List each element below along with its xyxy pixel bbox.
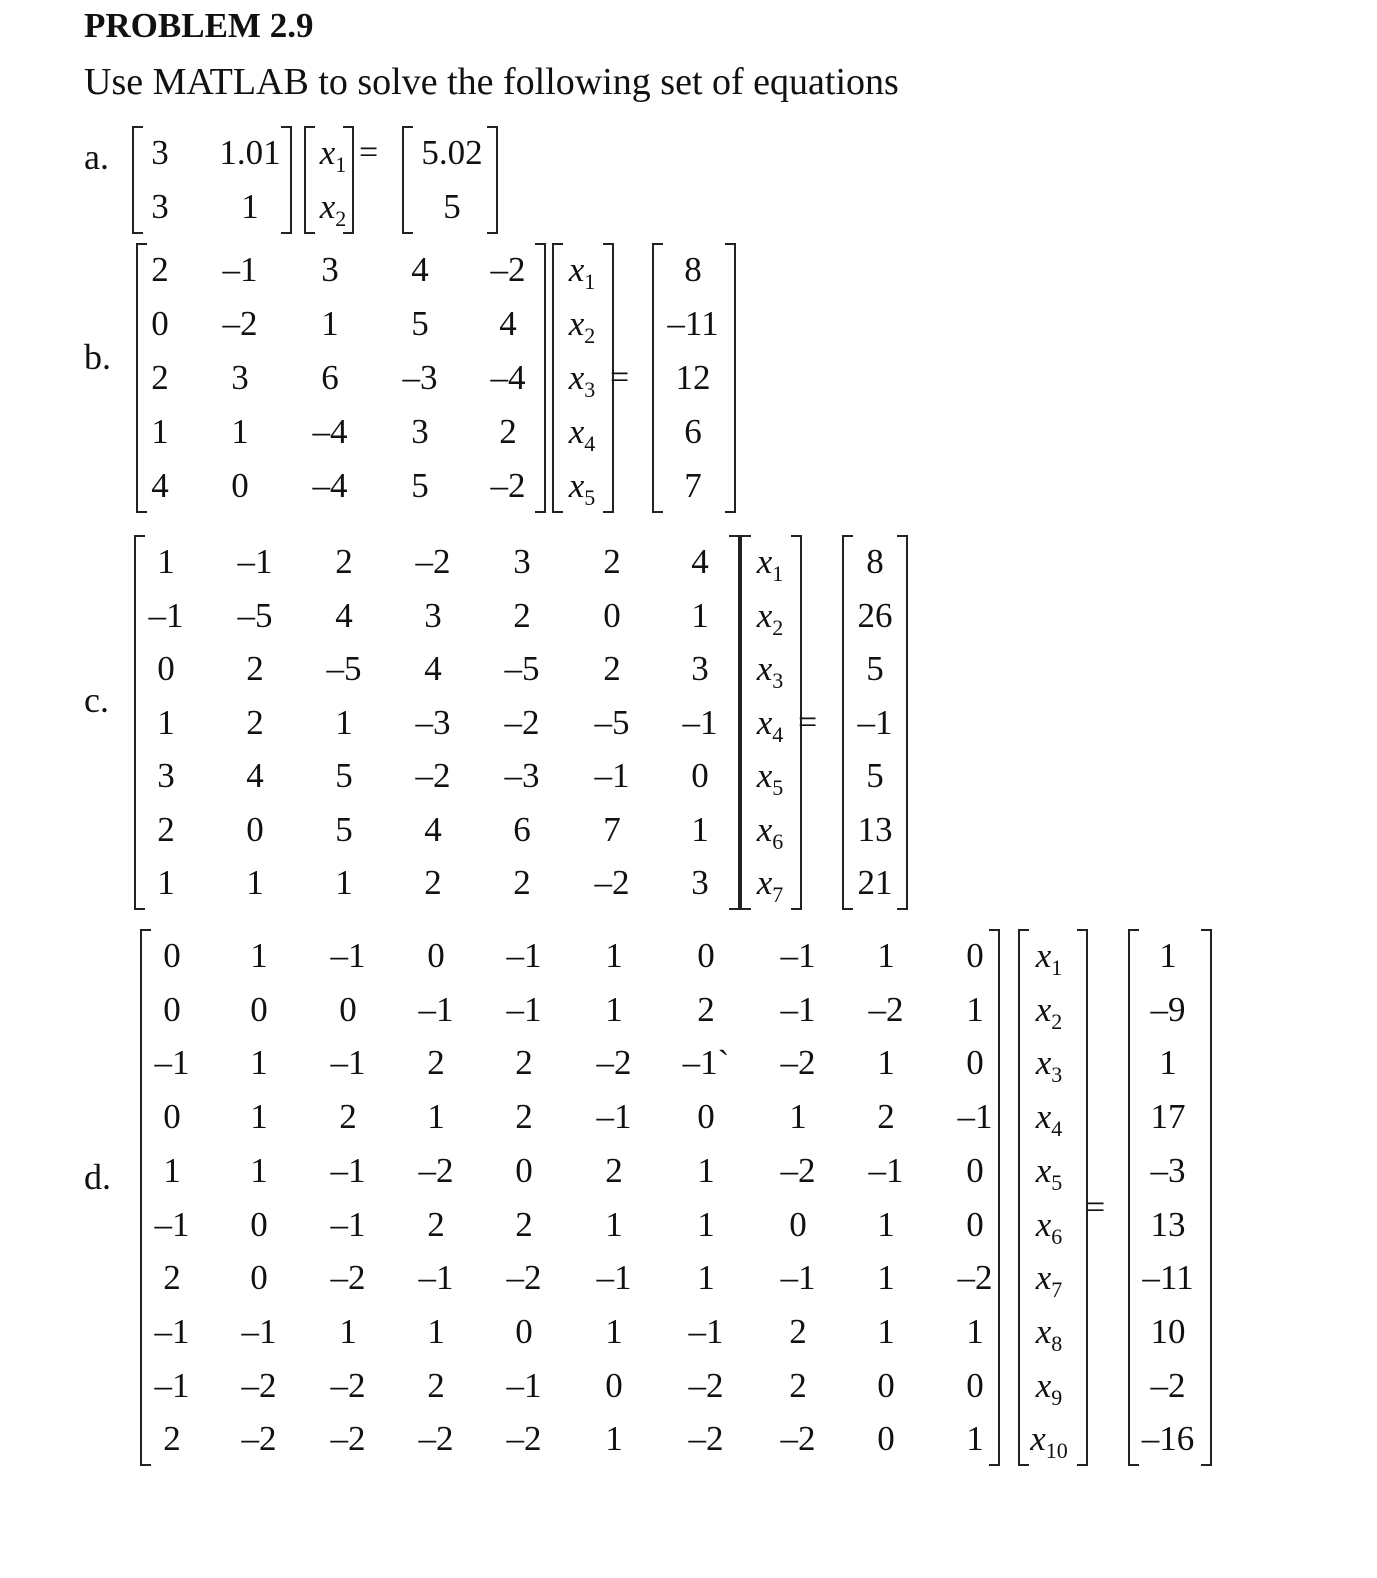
matrix-cell: 2 xyxy=(424,863,442,902)
right-bracket xyxy=(791,535,802,910)
unknown-variable: $x_1$ xyxy=(1035,936,1063,980)
right-bracket xyxy=(729,535,740,910)
matrix-cell: –2 xyxy=(780,1150,816,1190)
matrix-cell: –1 xyxy=(682,702,718,742)
unknown-variable: $x_3$ xyxy=(568,358,596,402)
matrix-cell: –1 xyxy=(330,1043,366,1083)
unknown-variable: $x_6$ xyxy=(756,809,784,854)
coefficient-matrix xyxy=(134,535,740,910)
left-bracket xyxy=(402,126,413,234)
matrix-cell: 2 xyxy=(515,1043,533,1083)
matrix-cell: 1 xyxy=(877,1258,895,1298)
matrix-cell: –1 xyxy=(222,250,258,289)
matrix-cell: –1 xyxy=(596,1258,632,1298)
matrix-cell: 0 xyxy=(789,1204,807,1244)
matrix-cell: 2 xyxy=(513,863,531,902)
unknown-variable: $x_8$ xyxy=(1035,1311,1063,1356)
coefficient-matrix xyxy=(136,243,546,513)
matrix-cell: 1 xyxy=(250,1043,268,1083)
matrix-cell: 1 xyxy=(966,1311,984,1351)
unknown-variable: $x_2$ xyxy=(319,187,347,231)
constant-value: –16 xyxy=(1141,1419,1195,1459)
matrix-cell: 0 xyxy=(163,989,181,1029)
unknown-variable: $x_7$ xyxy=(756,863,784,907)
matrix-cell: –1 xyxy=(330,936,366,975)
constants-vector xyxy=(842,535,908,910)
left-bracket xyxy=(652,243,663,513)
matrix-cell: 7 xyxy=(603,809,621,849)
matrix-cell: 1 xyxy=(241,187,259,226)
matrix-cell: 3 xyxy=(157,756,175,795)
matrix-cell: –1 xyxy=(780,936,816,975)
matrix-cell: –1 xyxy=(154,1311,190,1351)
matrix-cell: 3 xyxy=(151,187,169,226)
matrix-cell: –1 xyxy=(330,1150,366,1190)
matrix-cell: 5 xyxy=(335,756,353,795)
matrix-cell: –2 xyxy=(418,1419,454,1459)
matrix-cell: –2 xyxy=(957,1258,993,1298)
matrix-cell: 2 xyxy=(515,1204,533,1244)
matrix-cell: 3 xyxy=(151,133,169,172)
right-bracket xyxy=(487,126,498,234)
matrix-cell: 1 xyxy=(427,1097,445,1137)
constant-value: 6 xyxy=(684,412,702,451)
constant-value: –11 xyxy=(667,304,719,343)
matrix-cell: –2 xyxy=(506,1419,542,1459)
matrix-cell: 0 xyxy=(250,1258,268,1298)
right-bracket xyxy=(725,243,736,513)
constant-value: 5 xyxy=(443,187,461,226)
matrix-cell: –2 xyxy=(330,1258,366,1298)
unknown-variable: $x_1$ xyxy=(756,542,784,586)
matrix-cell: 4 xyxy=(691,542,709,581)
matrix-cell: 1 xyxy=(335,863,353,902)
unknown-variable: $x_5$ xyxy=(1035,1150,1063,1195)
matrix-cell: –4 xyxy=(312,412,348,451)
constants-vector xyxy=(652,243,736,513)
matrix-cell: 1 xyxy=(157,702,175,742)
matrix-cell: –4 xyxy=(490,358,526,397)
constant-value: –9 xyxy=(1150,989,1186,1029)
matrix-cell: 5 xyxy=(411,304,429,343)
matrix-cell: –2 xyxy=(596,1043,632,1083)
matrix-cell: –2 xyxy=(415,756,451,795)
left-bracket xyxy=(740,535,751,910)
unknown-variable: $x_4$ xyxy=(1035,1097,1063,1142)
matrix-cell: 0 xyxy=(877,1419,895,1459)
matrix-cell: 0 xyxy=(877,1365,895,1405)
matrix-cell: 1 xyxy=(605,1204,623,1244)
matrix-cell: 2 xyxy=(789,1311,807,1351)
matrix-cell: 0 xyxy=(697,936,715,975)
unknown-variable: $x_1$ xyxy=(319,133,347,177)
matrix-cell: 2 xyxy=(151,250,169,289)
matrix-cell: 0 xyxy=(515,1311,533,1351)
unknown-variable: $x_3$ xyxy=(1035,1043,1063,1088)
matrix-cell: –1 xyxy=(154,1365,190,1405)
matrix-cell: 0 xyxy=(163,936,181,975)
matrix-cell: 4 xyxy=(151,466,169,505)
matrix-cell: 1 xyxy=(697,1204,715,1244)
matrix-cell: 0 xyxy=(966,1043,984,1083)
matrix-cell: 1 xyxy=(605,1311,623,1351)
matrix-cell: 1 xyxy=(877,1043,895,1083)
matrix-cell: –1` xyxy=(682,1043,730,1083)
matrix-cell: –1 xyxy=(596,1097,632,1137)
matrix-cell: –2 xyxy=(241,1419,277,1459)
matrix-cell: –2 xyxy=(490,250,526,289)
coefficient-matrix xyxy=(132,126,292,234)
matrix-cell: 1 xyxy=(697,1150,715,1190)
matrix-cell: –2 xyxy=(504,702,540,742)
matrix-cell: 2 xyxy=(513,595,531,635)
matrix-cell: 2 xyxy=(515,1097,533,1137)
matrix-cell: –2 xyxy=(688,1419,724,1459)
matrix-cell: 4 xyxy=(411,250,429,289)
matrix-cell: 3 xyxy=(231,358,249,397)
matrix-cell: 1 xyxy=(163,1150,181,1190)
constant-value: 26 xyxy=(857,595,893,635)
system-label: a. xyxy=(84,137,109,177)
matrix-cell: –1 xyxy=(418,1258,454,1298)
matrix-cell: –1 xyxy=(780,989,816,1029)
matrix-cell: 1 xyxy=(966,1419,984,1459)
matrix-cell: 1 xyxy=(605,1419,623,1459)
matrix-cell: –2 xyxy=(594,863,630,902)
matrix-cell: 1 xyxy=(250,936,268,975)
unknowns-vector xyxy=(740,535,802,910)
matrix-cell: 0 xyxy=(157,649,175,688)
matrix-cell: 3 xyxy=(513,542,531,581)
system-label: c. xyxy=(84,680,109,720)
constant-value: 21 xyxy=(857,863,893,902)
coefficient-matrix xyxy=(140,929,1000,1466)
matrix-cell: 1 xyxy=(321,304,339,343)
unknowns-vector xyxy=(552,243,614,513)
matrix-cell: –2 xyxy=(868,989,904,1029)
constant-value: 13 xyxy=(857,809,893,849)
matrix-cell: –1 xyxy=(330,1204,366,1244)
matrix-cell: 1 xyxy=(697,1258,715,1298)
left-bracket xyxy=(1128,929,1139,1466)
matrix-cell: 0 xyxy=(231,466,249,505)
unknowns-vector xyxy=(1018,929,1088,1466)
matrix-cell: 1 xyxy=(231,412,249,451)
right-bracket xyxy=(603,243,614,513)
matrix-cell: 0 xyxy=(163,1097,181,1137)
matrix-cell: 2 xyxy=(246,649,264,688)
matrix-cell: 1 xyxy=(605,989,623,1029)
matrix-cell: 0 xyxy=(250,989,268,1029)
matrix-cell: 3 xyxy=(691,649,709,688)
matrix-cell: –1 xyxy=(418,989,454,1029)
matrix-cell: 6 xyxy=(513,809,531,849)
matrix-cell: 0 xyxy=(697,1097,715,1137)
matrix-cell: 0 xyxy=(515,1150,533,1190)
right-bracket xyxy=(1077,929,1088,1466)
unknown-variable: $x_9$ xyxy=(1035,1365,1063,1410)
equals-sign: = xyxy=(1086,1189,1106,1227)
left-bracket xyxy=(1018,929,1029,1466)
matrix-cell: –1 xyxy=(154,1204,190,1244)
matrix-cell: 0 xyxy=(966,1365,984,1405)
matrix-cell: –2 xyxy=(688,1365,724,1405)
unknown-variable: $x_5$ xyxy=(756,756,784,800)
matrix-cell: 2 xyxy=(163,1258,181,1298)
matrix-cell: 1 xyxy=(157,863,175,902)
constant-value: 17 xyxy=(1150,1097,1186,1137)
constants-vector xyxy=(402,126,498,234)
constant-value: 5 xyxy=(866,649,884,688)
constant-value: 5 xyxy=(866,756,884,795)
matrix-cell: –5 xyxy=(594,702,630,742)
matrix-cell: –1 xyxy=(506,989,542,1029)
left-bracket xyxy=(136,243,147,513)
left-bracket xyxy=(134,535,145,910)
matrix-cell: 1 xyxy=(335,702,353,742)
matrix-cell: –1 xyxy=(594,756,630,795)
matrix-cell: –5 xyxy=(326,649,362,688)
matrix-cell: –2 xyxy=(418,1150,454,1190)
constant-value: –3 xyxy=(1150,1150,1186,1190)
matrix-cell: –1 xyxy=(957,1097,993,1137)
equals-sign: = xyxy=(798,703,818,741)
matrix-cell: 2 xyxy=(605,1150,623,1190)
matrix-cell: 5 xyxy=(335,809,353,849)
unknown-variable: $x_7$ xyxy=(1035,1258,1063,1303)
matrix-cell: 1 xyxy=(250,1097,268,1137)
matrix-cell: 0 xyxy=(250,1204,268,1244)
matrix-cell: 2 xyxy=(697,989,715,1029)
constant-value: 8 xyxy=(866,542,884,581)
matrix-cell: 0 xyxy=(605,1365,623,1405)
unknown-variable: $x_{10}$ xyxy=(1030,1419,1068,1464)
matrix-cell: 2 xyxy=(499,412,517,451)
matrix-cell: 0 xyxy=(691,756,709,795)
matrix-cell: 1 xyxy=(605,936,623,975)
problem-title: PROBLEM 2.9 xyxy=(84,6,314,45)
matrix-cell: –2 xyxy=(490,466,526,505)
matrix-cell: 2 xyxy=(339,1097,357,1137)
matrix-cell: 1 xyxy=(877,936,895,975)
left-bracket xyxy=(140,929,151,1466)
constant-value: 8 xyxy=(684,250,702,289)
matrix-cell: 2 xyxy=(157,809,175,849)
unknown-variable: $x_5$ xyxy=(568,466,596,510)
matrix-cell: 4 xyxy=(335,595,353,635)
matrix-cell: 4 xyxy=(424,809,442,849)
matrix-cell: 0 xyxy=(151,304,169,343)
matrix-cell: 2 xyxy=(427,1043,445,1083)
constant-value: 5.02 xyxy=(421,133,483,172)
matrix-cell: 0 xyxy=(966,1150,984,1190)
constant-value: –11 xyxy=(1142,1258,1194,1298)
matrix-cell: –2 xyxy=(780,1419,816,1459)
constant-value: 10 xyxy=(1150,1311,1186,1351)
matrix-cell: 2 xyxy=(603,542,621,581)
matrix-cell: 1 xyxy=(877,1311,895,1351)
matrix-cell: 2 xyxy=(427,1204,445,1244)
matrix-cell: –2 xyxy=(330,1365,366,1405)
matrix-cell: –1 xyxy=(780,1258,816,1298)
matrix-cell: 4 xyxy=(499,304,517,343)
matrix-cell: 2 xyxy=(163,1419,181,1459)
right-bracket xyxy=(281,126,292,234)
matrix-cell: 3 xyxy=(691,863,709,902)
left-bracket xyxy=(132,126,143,234)
matrix-cell: 6 xyxy=(321,358,339,397)
right-bracket xyxy=(897,535,908,910)
constants-vector xyxy=(1128,929,1212,1466)
matrix-cell: –2 xyxy=(222,304,258,343)
constant-value: 1 xyxy=(1159,1043,1177,1083)
matrix-cell: –1 xyxy=(506,936,542,975)
right-bracket xyxy=(1201,929,1212,1466)
left-bracket xyxy=(552,243,563,513)
matrix-cell: –1 xyxy=(868,1150,904,1190)
matrix-cell: 0 xyxy=(966,936,984,975)
matrix-cell: 1 xyxy=(427,1311,445,1351)
matrix-cell: 1 xyxy=(246,863,264,902)
right-bracket xyxy=(343,126,354,234)
matrix-cell: 0 xyxy=(246,809,264,849)
unknown-variable: $x_1$ xyxy=(568,250,596,294)
unknown-variable: $x_2$ xyxy=(1035,989,1063,1034)
matrix-cell: –3 xyxy=(504,756,540,795)
matrix-cell: 3 xyxy=(321,250,339,289)
constant-value: –1 xyxy=(857,702,893,742)
matrix-cell: –2 xyxy=(506,1258,542,1298)
matrix-cell: –2 xyxy=(241,1365,277,1405)
matrix-cell: –1 xyxy=(237,542,273,581)
matrix-cell: 1 xyxy=(157,542,175,581)
matrix-cell: –2 xyxy=(780,1043,816,1083)
matrix-cell: 1 xyxy=(877,1204,895,1244)
matrix-cell: 0 xyxy=(427,936,445,975)
matrix-cell: –4 xyxy=(312,466,348,505)
matrix-cell: –5 xyxy=(237,595,273,635)
matrix-cell: 2 xyxy=(246,702,264,742)
matrix-cell: –1 xyxy=(506,1365,542,1405)
matrix-cell: –1 xyxy=(154,1043,190,1083)
left-bracket xyxy=(304,126,315,234)
unknown-variable: $x_6$ xyxy=(1035,1204,1063,1249)
matrix-cell: –2 xyxy=(330,1419,366,1459)
matrix-cell: –2 xyxy=(415,542,451,581)
matrix-cell: 0 xyxy=(966,1204,984,1244)
matrix-cell: 2 xyxy=(789,1365,807,1405)
unknowns-vector xyxy=(304,126,354,234)
left-bracket xyxy=(842,535,853,910)
matrix-cell: 4 xyxy=(246,756,264,795)
matrix-cell: 1 xyxy=(151,412,169,451)
matrix-cell: 2 xyxy=(427,1365,445,1405)
problem-instructions: Use MATLAB to solve the following set of equations xyxy=(84,61,899,103)
system-label: b. xyxy=(84,337,111,377)
matrix-cell: –1 xyxy=(148,595,184,635)
equals-sign: = xyxy=(359,134,379,171)
matrix-cell: 2 xyxy=(603,649,621,688)
constant-value: 13 xyxy=(1150,1204,1186,1244)
right-bracket xyxy=(535,243,546,513)
unknown-variable: $x_2$ xyxy=(756,595,784,640)
matrix-cell: 5 xyxy=(411,466,429,505)
unknown-variable: $x_4$ xyxy=(568,412,596,456)
matrix-cell: 1 xyxy=(789,1097,807,1137)
unknown-variable: $x_4$ xyxy=(756,702,784,747)
constant-value: 1 xyxy=(1159,936,1177,975)
constant-value: 12 xyxy=(675,358,711,397)
matrix-cell: 1.01 xyxy=(219,133,281,172)
matrix-cell: 3 xyxy=(411,412,429,451)
matrix-cell: 3 xyxy=(424,595,442,635)
matrix-cell: –1 xyxy=(241,1311,277,1351)
matrix-cell: 0 xyxy=(339,989,357,1029)
matrix-cell: –3 xyxy=(402,358,438,397)
matrix-cell: 2 xyxy=(877,1097,895,1137)
matrix-cell: 1 xyxy=(966,989,984,1029)
right-bracket xyxy=(989,929,1000,1466)
matrix-cell: 1 xyxy=(691,595,709,635)
matrix-cell: –3 xyxy=(415,702,451,742)
constant-value: 7 xyxy=(684,466,702,505)
matrix-cell: 0 xyxy=(603,595,621,635)
matrix-cell: 1 xyxy=(339,1311,357,1351)
equals-sign: = xyxy=(610,359,630,396)
unknown-variable: $x_2$ xyxy=(568,304,596,348)
matrix-cell: 2 xyxy=(151,358,169,397)
matrix-cell: –5 xyxy=(504,649,540,688)
system-label: d. xyxy=(84,1157,111,1197)
constant-value: –2 xyxy=(1150,1365,1186,1405)
unknown-variable: $x_3$ xyxy=(756,649,784,693)
matrix-cell: 1 xyxy=(250,1150,268,1190)
matrix-cell: 2 xyxy=(335,542,353,581)
matrix-cell: –1 xyxy=(688,1311,724,1351)
matrix-cell: 4 xyxy=(424,649,442,688)
matrix-cell: 1 xyxy=(691,809,709,849)
